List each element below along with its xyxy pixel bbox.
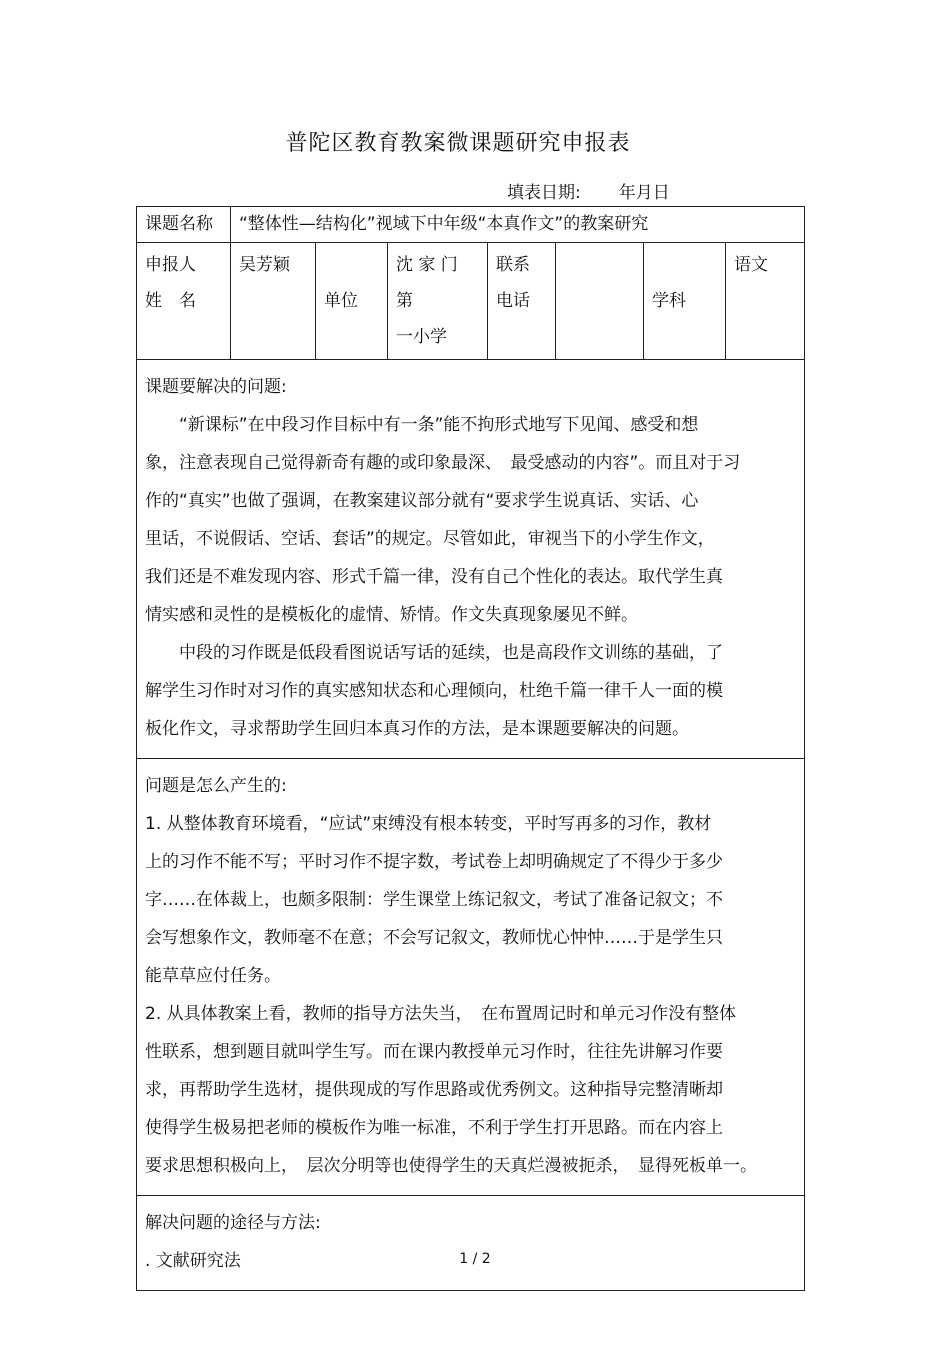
origin-cell [137,759,805,1196]
problem-cell [137,360,805,759]
applicant-label-cell [137,243,231,360]
subject-label-cell [644,243,726,360]
method-item-1: . 文献研究法 [145,1251,241,1271]
fill-date-value: 年月日 [618,183,670,203]
origin-heading: 问题是怎么产生的: [145,776,287,796]
applicant-label-line-2: 姓 名 [145,291,196,311]
phone-label-cell [488,243,556,360]
applicant-label-line-1: 申报人 [145,255,196,275]
document-title: 普陀区教育教案微课题研究申报表 [285,131,631,156]
subject-label: 学科 [652,290,686,311]
applicant-value-cell [231,243,316,360]
subject-value: 语文 [734,255,768,275]
origin-point-1: 1. 从整体教育环境看，“应试”束缚没有根本转变，平时写再多的习作，教材 上的习作不能不写；平时习作不提字数，考试卷上却明确规定了不得少于多少 字……在体裁上，也颇多限制：学生课堂上练记叙文，考试了准备记叙文；不 会写想象作文，教师毫不在意；不会写记叙文，教师忧心忡忡……于是学生只 能草草应付任务。 [145,814,723,986]
topic-value: “整体性—结构化”视域下中年级“本真作文”的教案研究 [239,214,649,234]
topic-label: 课题名称 [145,214,213,234]
problem-row [137,360,805,759]
page-number: 1 / 2 [459,1251,491,1267]
problem-heading: 课题要解决的问题: [145,377,287,397]
applicant-row [137,243,805,360]
unit-value-cell [388,243,488,360]
unit-label-cell [316,243,388,360]
topic-label-cell [137,207,231,243]
method-cell [137,1196,805,1291]
method-heading: 解决问题的途径与方法: [145,1213,321,1233]
subject-value-cell [726,243,805,360]
application-form-table [136,206,805,1291]
phone-value-cell [556,243,644,360]
topic-row [137,207,805,243]
applicant-name: 吴芳颖 [239,255,290,275]
problem-paragraph-1: “新课标”在中段习作目标中有一条”能不拘形式地写下见闻、感受和想 象，注意表现自己觉得新奇有趣的或印象最深、 最受感动的内容”。而且对于习 作的“真实”也做了强调，在教案建议部分就有“要求学生说真话、实话、心 里话，不说假话、空话、套话”的规定。尽管如此，审视当下的小学生作文， 我们还是不难发现内容、形式千篇一律，没有自己个性化的表达。取代学生真 情实感和灵性的是模板化的虚情、矫情。作文失真现象屡见不鲜。 [145,415,741,625]
topic-value-cell [231,207,805,243]
fill-date-line [507,178,670,203]
phone-label-line-2: 电话 [496,291,530,311]
method-row [137,1196,805,1291]
unit-value-line-1: 沈 家 门 第 [396,255,458,311]
origin-row [137,759,805,1196]
phone-label-line-1: 联系 [496,255,530,275]
unit-label: 单位 [324,290,358,311]
fill-date-label: 填表日期: [507,183,581,203]
problem-paragraph-2: 中段的习作既是低段看图说话写话的延续，也是高段作文训练的基础，了 解学生习作时对习作的真实感知状态和心理倾向，杜绝千篇一律千人一面的模 板化作文，寻求帮助学生回归本真习作的方法，是本课题要解决的问题。 [145,643,723,739]
origin-point-2: 2. 从具体教案上看，教师的指导方法失当， 在布置周记时和单元习作没有整体 性联系，想到题目就叫学生写。而在课内教授单元习作时，往往先讲解习作要 求，再帮助学生选材，提供现成的写作思路或优秀例文。这种指导完整清晰却 使得学生极易把老师的模板作为唯一标准，不利于学生打开思路。而在内容上 要求思想积极向上， 层次分明等也使得学生的天真烂漫被扼杀， 显得死板单一。 [145,1004,757,1176]
unit-value-line-2: 一小学 [396,327,447,347]
